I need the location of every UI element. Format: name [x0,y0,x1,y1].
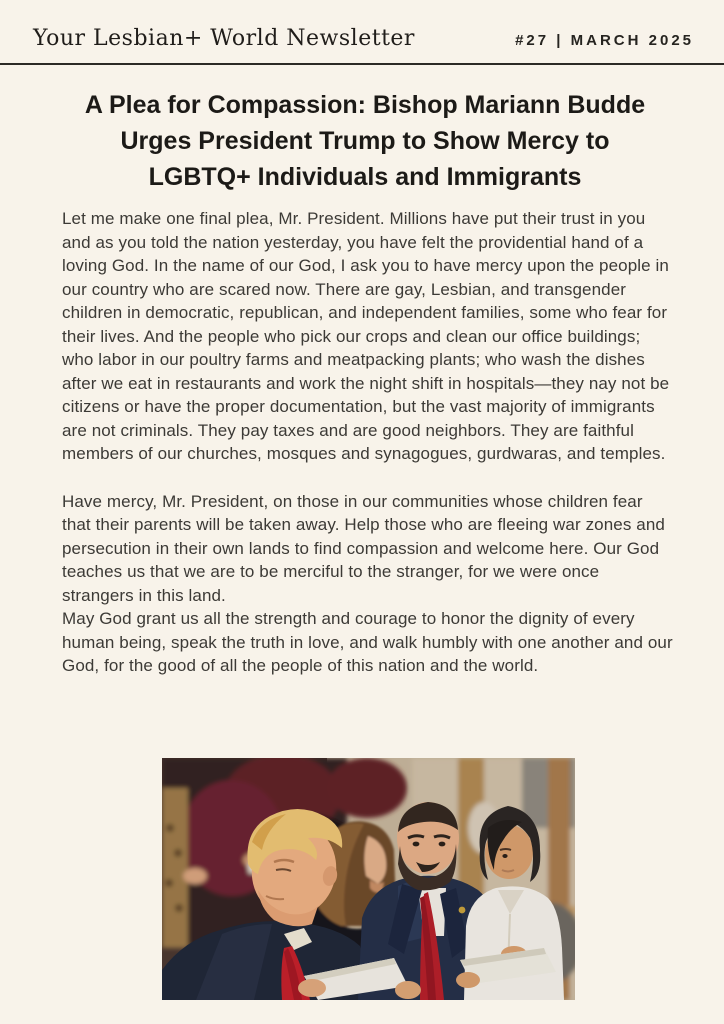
article-title-line-2: Urges President Trump to Show Mercy to [120,127,610,155]
article-paragraph-1: Let me make one final plea, Mr. President. Millions have put their trust in you and as you told the nation yesterday, you have felt the providential hand of a loving God. In the name of our God, I ask you to have mercy upon the people in our country who are scared now. There are gay, Lesbian, and transgender children in democratic, republican, and independent families, some who fear for their lives. And the people who pick our crops and clean our office buildings; who labor in our poultry farms and meatpacking plants; who wash the dishes after we eat in restaurants and work the night shift in hospitals—they nay not be citizens or have the proper documentation, but the vast majority of immigrants are not criminals. They pay taxes and are good neighbors. They are faithful members of our churches, mosques and synagogues, gurdwaras, and temples. [62,209,670,463]
church-pew-photo-illustration [162,758,575,1000]
article-title [62,87,668,195]
newsletter-logo: Your Lesbian+ World Newsletter [33,26,415,51]
article-title-line-3: LGBTQ+ Individuals and Immigrants [148,163,582,191]
article-paragraph-2: Have mercy, Mr. President, on those in our communities whose children fear that their parents will be taken away. Help those who are fleeing war zones and persecution in their own lands to find compassion and welcome here. Our God teaches us that we are to be merciful to the stranger, for we were once strangers in this land. [62,491,665,605]
issue-date: #27 | MARCH 2025 [515,32,694,49]
article-title-line-1: A Plea for Compassion: Bishop Mariann Budde [84,91,646,119]
masthead [0,0,724,63]
article-paragraph-3: May God grant us all the strength and courage to honor the dignity of every human being, speak the truth in love, and walk humbly with one another and our God, for the good of all the people of this nation and the world. [62,609,673,675]
article-photo [162,758,575,1000]
article [0,65,724,678]
